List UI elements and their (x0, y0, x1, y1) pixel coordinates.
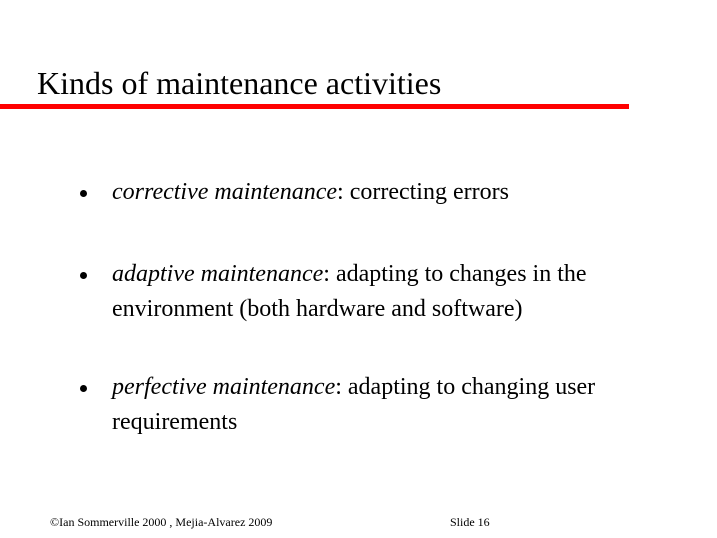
bullet-icon (80, 190, 87, 197)
bullet-icon (80, 385, 87, 392)
bullet-description: adapting to changing user requirements (112, 374, 596, 435)
bullet-separator: : (323, 261, 336, 287)
footer-copyright: ©Ian Sommerville 2000 , Mejia-Alvarez 2009 (50, 515, 273, 529)
bullet-text (112, 257, 700, 327)
bullet-text (112, 175, 700, 210)
bullet-description: adapting to changes in the environment (both hardware and software) (112, 261, 587, 322)
slide-title: Kinds of maintenance activities (37, 65, 442, 101)
bullet-term: adaptive maintenance (112, 261, 324, 287)
bullet-text (112, 370, 700, 440)
bullet-separator: : (337, 179, 350, 205)
bullet-icon (80, 272, 87, 279)
bullet-separator: : (335, 374, 348, 400)
bullet-term: corrective maintenance (112, 179, 338, 205)
bullet-term: perfective maintenance (112, 374, 336, 400)
bullet-description: correcting errors (349, 179, 509, 205)
footer-slide-number: Slide 16 (450, 515, 490, 529)
